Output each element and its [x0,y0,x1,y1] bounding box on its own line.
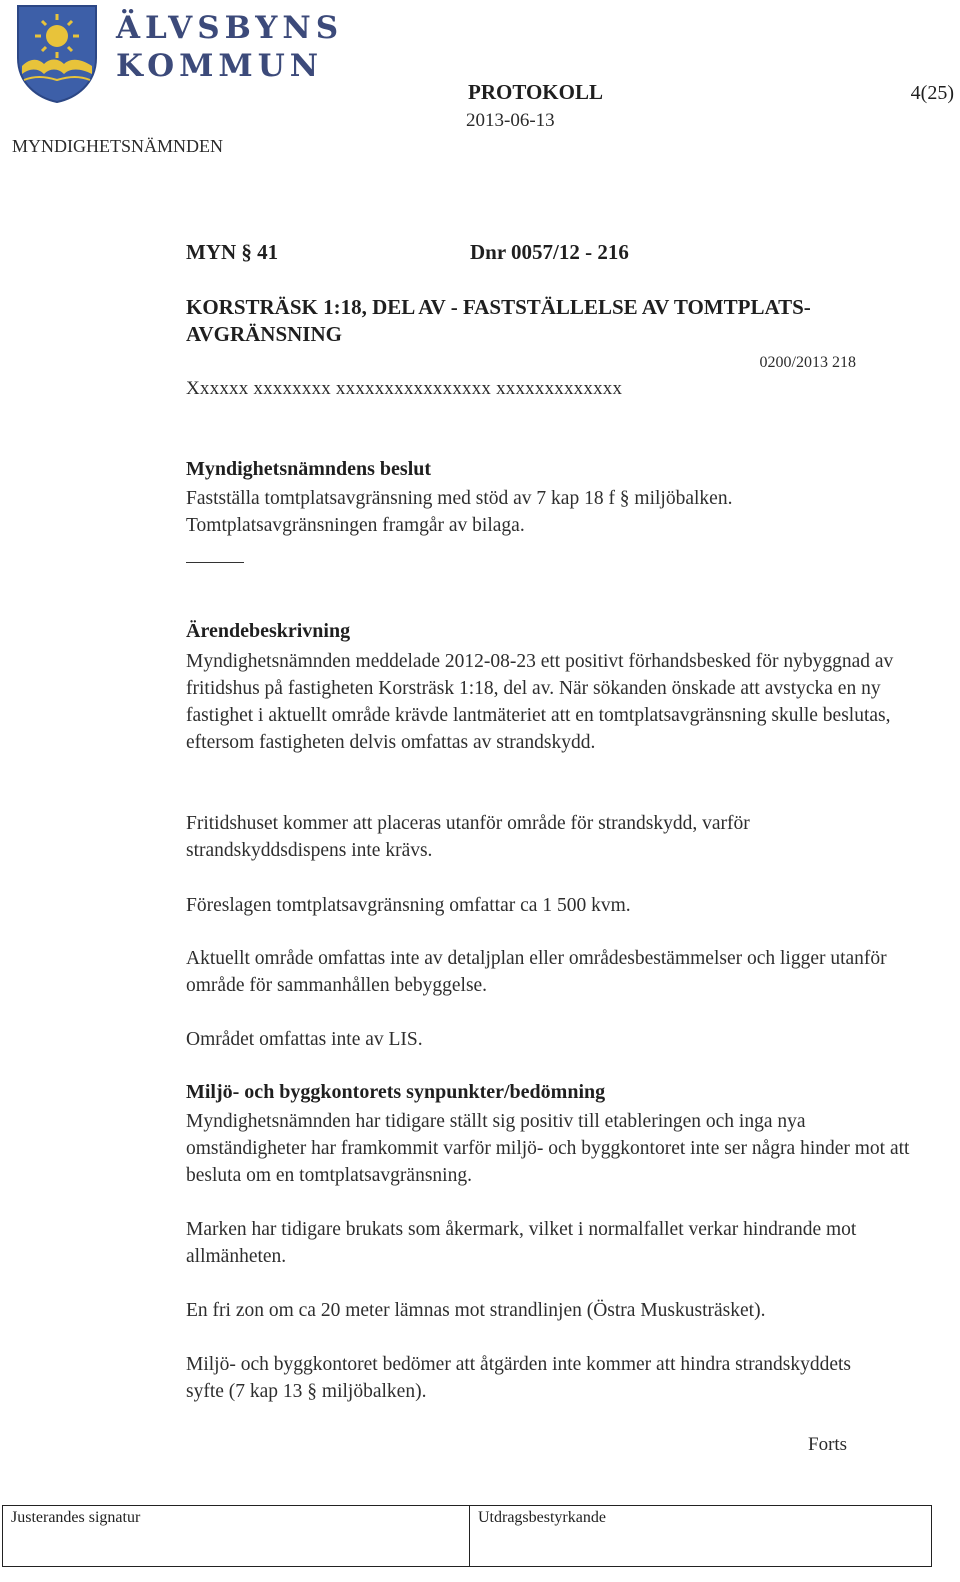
reference-number: 0200/2013 218 [759,354,856,371]
organization-name-line2: KOMMUN [116,48,324,84]
redacted-applicant-name: Xxxxxx xxxxxxxx xxxxxxxxxxxxxxxx xxxxxxxxxxxxx [186,378,623,399]
case-title: KORSTRÄSK 1:18, DEL AV - FASTSTÄLLELSE AV TOMTPLATS-AVGRÄNSNING [186,295,811,346]
assessment-heading: Miljö- och byggkontorets synpunkter/bedömning [186,1081,606,1103]
case-description-heading: Ärendebeskrivning [186,620,351,642]
case-description-paragraph-3: Föreslagen tomtplatsavgränsning omfattar ca 1 500 kvm. [186,895,631,916]
decision-heading: Myndighetsnämndens beslut [186,458,432,480]
extract-certification-box [470,1506,931,1566]
diary-number: Dnr 0057/12 - 216 [470,240,629,264]
adjuster-signature-box [3,1506,470,1566]
page-number: 4(25) [910,82,954,104]
case-number: MYN § 41 [186,240,279,264]
case-description-paragraph-4: Aktuellt område omfattas inte av detaljplan eller områdesbestämmelser och ligger utanför område för sammanhållen bebyggelse. [186,948,887,996]
case-description-paragraph-5: Området omfattas inte av LIS. [186,1029,423,1050]
case-description-paragraph-1: Myndighetsnämnden meddelade 2012-08-23 ett positivt förhandsbesked för nybyggnad av fritidshus på fastigheten Korsträsk 1:18, del av. När sökanden önskade att avstycka en ny fastighet i aktuellt område krävde lantmäteriet att en tomtplatsavgränsning skulle beslutas, eftersom fastigheten delvis omfattas av strandskydd. [186,651,894,753]
adjuster-signature-label: Justerandes signatur [11,1509,141,1526]
decision-text: Fastställa tomtplatsavgränsning med stöd av 7 kap 18 f § miljöbalken. Tomtplatsavgränsningen framgår av bilaga. [186,488,733,536]
case-description-paragraph-2: Fritidshuset kommer att placeras utanför område för strandskydd, varför strandskyddsdispens inte krävs. [186,813,750,861]
department-name: MYNDIGHETSNÄMNDEN [12,136,223,156]
assessment-paragraph-2: Marken har tidigare brukats som åkermark, vilket i normalfallet verkar hindrande mot allmänheten. [186,1219,857,1267]
assessment-paragraph-4: Miljö- och byggkontoret bedömer att åtgärden inte kommer att hindra strandskyddets syfte (7 kap 13 § miljöbalken). [186,1354,851,1402]
continued-marker: Forts [808,1434,848,1455]
assessment-paragraph-1: Myndighetsnämnden har tidigare ställt sig positiv till etableringen och inga nya omständigheter har framkommit varför miljö- och byggkontoret inte ser några hinder mot att besluta om en tomtplatsavgränsning. [186,1111,910,1186]
document-date: 2013-06-13 [466,110,555,131]
section-divider [186,562,244,563]
signature-footer [2,1505,932,1567]
organization-name-line1: ÄLVSBYNS [116,10,344,46]
municipality-coat-of-arms-logo [14,2,100,104]
extract-certification-label: Utdragsbestyrkande [478,1509,606,1526]
assessment-paragraph-3: En fri zon om ca 20 meter lämnas mot strandlinjen (Östra Muskusträsket). [186,1300,766,1321]
document-type: PROTOKOLL [468,80,603,104]
